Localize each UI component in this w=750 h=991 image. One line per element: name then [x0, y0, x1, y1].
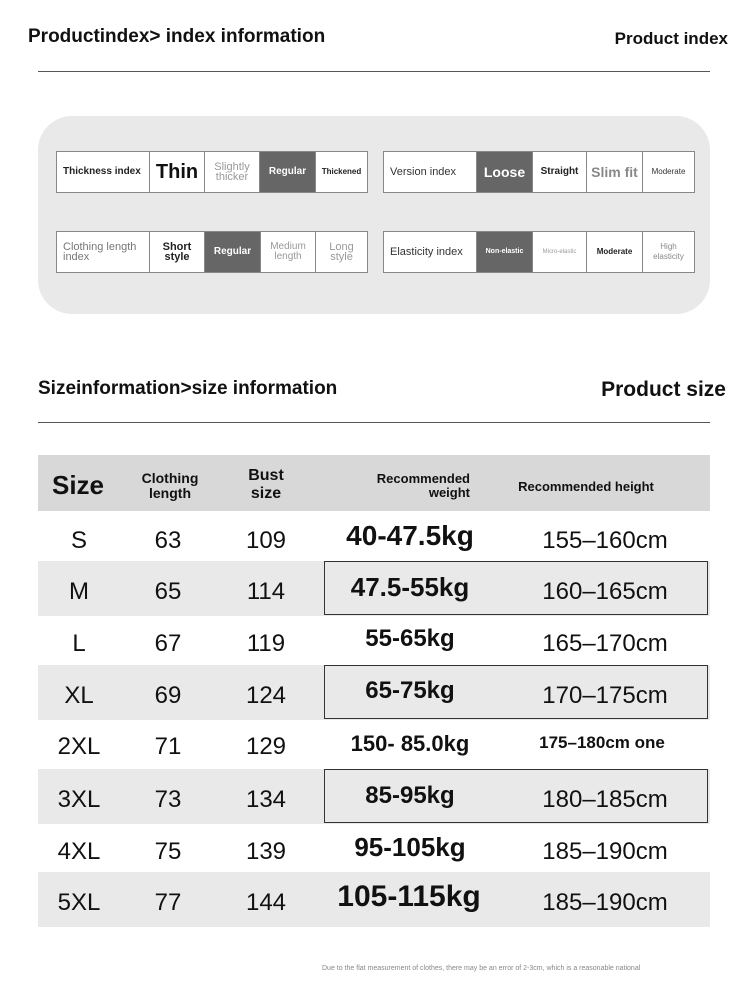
option-short-style: Short style [149, 232, 204, 272]
cell-size: M [69, 578, 89, 605]
option-high-elasticity: High elasticity [642, 232, 694, 272]
version-index [383, 151, 695, 193]
elasticity-index [383, 231, 695, 273]
elasticity-index-label: Elasticity index [390, 246, 463, 258]
column-size: Size [51, 470, 105, 500]
cell-weight: 55-65kg [365, 625, 455, 652]
cell-height: 165–170cm [542, 630, 668, 657]
option-regular-selected: Regular [259, 152, 315, 192]
size-section-label: Product size [601, 378, 726, 401]
cell-length: 65 [154, 578, 182, 605]
cell-bust: 134 [245, 786, 287, 813]
option-regular-length-selected: Regular [204, 232, 260, 272]
option-thickened: Thickened [315, 152, 367, 192]
size-section-title: Sizeinformation>size information [38, 378, 338, 399]
clothing-length-index [56, 231, 368, 273]
cell-height: 155–160cm [542, 527, 668, 554]
cell-length: 77 [154, 889, 182, 916]
cell-height: 175–180cm one [539, 733, 665, 752]
cell-weight: 85-95kg [365, 782, 455, 809]
option-moderate-elasticity: Moderate [586, 232, 642, 272]
option-slightly-thicker: Slightly thicker [204, 152, 259, 192]
option-long-style: Long style [315, 232, 367, 272]
cell-size: 4XL [57, 838, 101, 865]
cell-size: L [72, 630, 86, 657]
index-section-label: Product index [614, 29, 728, 48]
cell-height: 160–165cm [542, 578, 668, 605]
option-thin: Thin [149, 152, 204, 192]
cell-size: XL [64, 682, 94, 709]
option-straight: Straight [532, 152, 586, 192]
cell-length: 63 [154, 527, 182, 554]
thickness-index [56, 151, 368, 193]
footnote: Due to the flat measurement of clothes, there may be an error of 2-3cm, which is a reasonable national [322, 965, 641, 972]
divider [38, 422, 710, 423]
cell-bust: 124 [245, 682, 287, 709]
cell-height: 185–190cm [542, 889, 668, 916]
cell-size: 3XL [57, 786, 101, 813]
thickness-index-label: Thickness index [63, 166, 141, 177]
cell-length: 75 [154, 838, 182, 865]
column-clothing-length: Clothing length [141, 470, 199, 501]
option-non-elastic-selected: Non-elastic [476, 232, 532, 272]
option-loose-selected: Loose [476, 152, 532, 192]
option-micro-elastic: Micro-elastic [532, 232, 586, 272]
column-recommended-weight: Recommended weight [376, 471, 470, 500]
column-bust-size: Bust size [248, 467, 284, 502]
option-moderate: Moderate [642, 152, 694, 192]
cell-weight: 65-75kg [365, 677, 455, 704]
cell-size: S [70, 527, 87, 554]
cell-weight: 40-47.5kg [346, 520, 474, 551]
version-index-label: Version index [390, 166, 457, 178]
cell-bust: 109 [245, 527, 287, 554]
cell-bust: 139 [245, 838, 287, 865]
cell-height: 185–190cm [542, 838, 668, 865]
cell-length: 69 [154, 682, 182, 709]
divider [38, 71, 710, 72]
clothing-length-index-label: Clothing length index [63, 241, 137, 263]
cell-weight: 105-115kg [337, 880, 481, 913]
cell-bust: 114 [246, 578, 286, 605]
cell-length: 71 [154, 733, 182, 760]
index-section-title: Productindex> index information [28, 26, 326, 47]
cell-bust: 129 [245, 733, 287, 760]
option-medium-length: Medium length [260, 232, 315, 272]
cell-weight: 47.5-55kg [350, 572, 470, 602]
cell-bust: 119 [246, 630, 286, 657]
index-panel [38, 116, 710, 314]
cell-weight: 150- 85.0kg [350, 731, 470, 756]
cell-size: 2XL [57, 733, 101, 760]
cell-height: 170–175cm [542, 682, 668, 709]
cell-weight: 95-105kg [354, 832, 466, 862]
cell-length: 73 [154, 786, 182, 813]
cell-height: 180–185cm [542, 786, 668, 813]
cell-size: 5XL [57, 889, 101, 916]
column-recommended-height: Recommended height [518, 479, 654, 494]
cell-bust: 144 [245, 889, 287, 916]
cell-length: 67 [154, 630, 182, 657]
option-slim-fit: Slim fit [586, 152, 642, 192]
